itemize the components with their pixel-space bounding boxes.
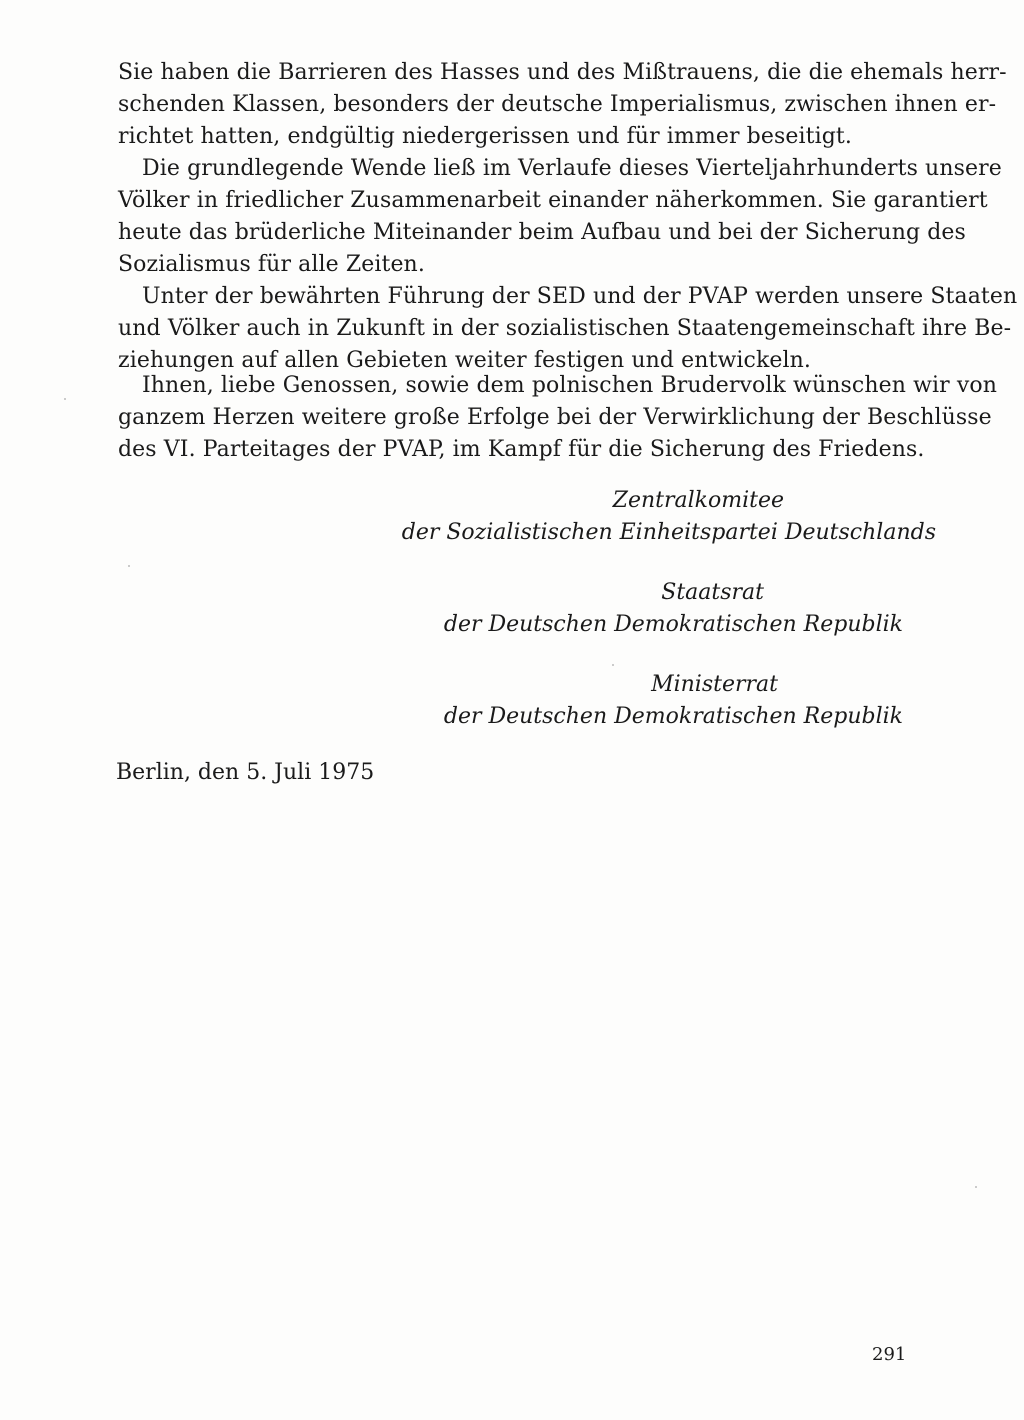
text-line: Völker in friedlicher Zusammenarbeit einander näherkommen. Sie garantiert <box>118 188 988 213</box>
text-line: Ihnen, liebe Genossen, sowie dem polnischen Brudervolk wünschen wir von <box>142 373 998 398</box>
text-line: und Völker auch in Zukunft in der sozialistischen Staatengemeinschaft ihre Be- <box>118 316 1012 341</box>
signatory-body: der Sozialistischen Einheitspartei Deutschlands <box>401 520 936 545</box>
text-line: heute das brüderliche Miteinander beim Aufbau und bei der Sicherung des <box>118 220 966 245</box>
scan-speck <box>128 565 130 567</box>
text-line: Die grundlegende Wende ließ im Verlaufe dieses Vierteljahrhunderts unsere <box>142 156 1002 181</box>
text-line: Sozialismus für alle Zeiten. <box>118 252 425 277</box>
page-number: 291 <box>872 1344 907 1365</box>
place-date: Berlin, den 5. Juli 1975 <box>116 760 375 785</box>
scan-speck <box>612 664 614 666</box>
signatory-name: Ministerrat <box>651 672 778 697</box>
text-line: ziehungen auf allen Gebieten weiter festigen und entwickeln. <box>118 348 811 373</box>
text-line: Unter der bewährten Führung der SED und der PVAP werden unsere Staaten <box>142 284 1018 309</box>
scan-speck <box>64 398 66 400</box>
text-line: schenden Klassen, besonders der deutsche Imperialismus, zwischen ihnen er- <box>118 92 997 117</box>
signatory-name: Staatsrat <box>661 580 764 605</box>
signatory-body: der Deutschen Demokratischen Republik <box>443 612 903 637</box>
text-line: des VI. Parteitages der PVAP, im Kampf für die Sicherung des Friedens. <box>118 437 925 462</box>
text-line: Sie haben die Barrieren des Hasses und des Mißtrauens, die die ehemals herr- <box>118 60 1007 85</box>
signatory-body: der Deutschen Demokratischen Republik <box>443 704 903 729</box>
text-line: ganzem Herzen weitere große Erfolge bei der Verwirklichung der Beschlüsse <box>118 405 992 430</box>
signatory-name: Zentralkomitee <box>612 488 784 513</box>
text-line: richtet hatten, endgültig niedergerissen und für immer beseitigt. <box>118 124 852 149</box>
scan-speck <box>975 1186 977 1188</box>
